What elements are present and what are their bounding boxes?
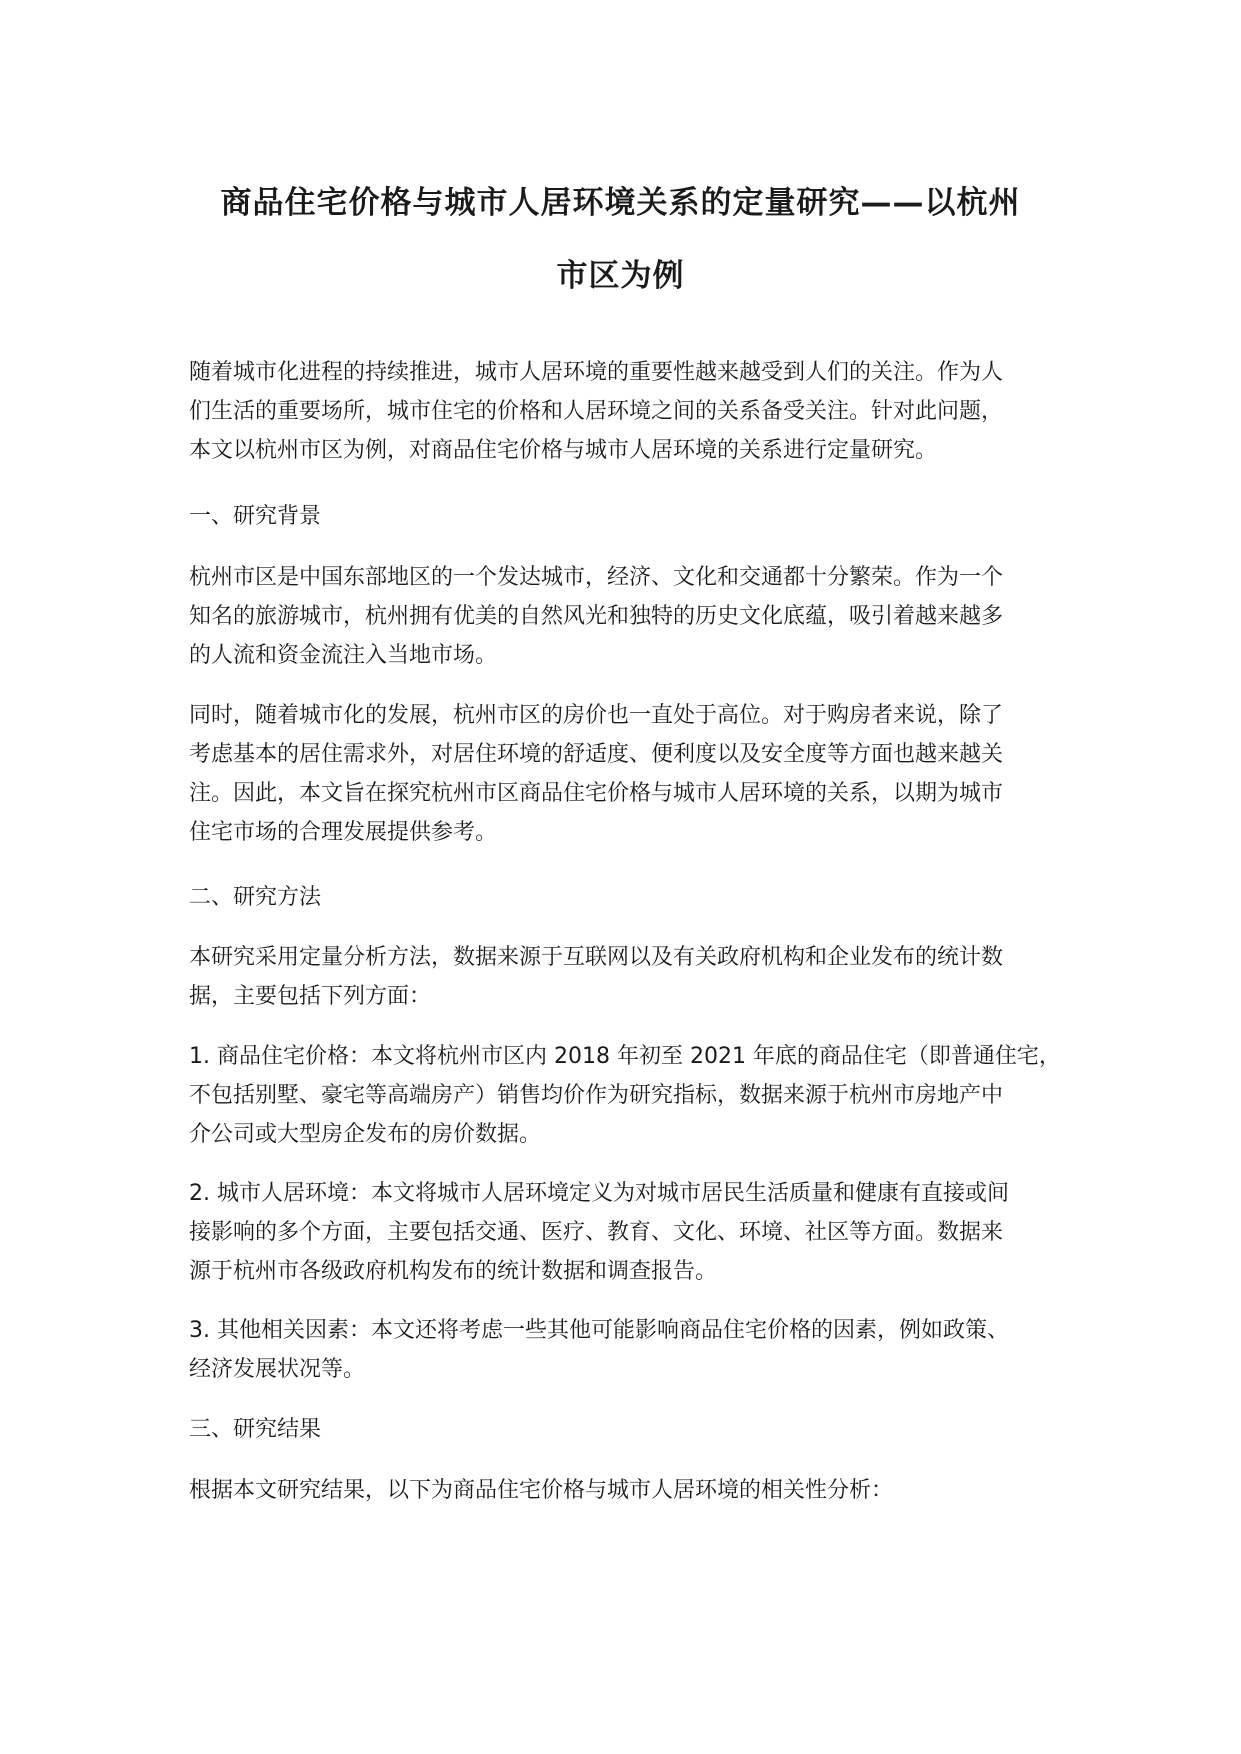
paragraph-line: 住宅市场的合理发展提供参考。 [189,820,498,845]
intro-line: 随着城市化进程的持续推进，城市人居环境的重要性越来越受到人们的关注。作为人 [189,360,1004,385]
method-paragraph [189,938,1069,1016]
section-heading-background: 一、研究背景 [189,504,322,529]
paragraph-line: 源于杭州市各级政府机构发布的统计数据和调查报告。 [189,1259,718,1284]
paragraph-line: 不包括别墅、豪宅等高端房产）销售均价作为研究指标，数据来源于杭州市房地产中 [189,1083,1004,1108]
background-paragraph-2 [189,696,1069,852]
paragraph-line: 同时，随着城市化的发展，杭州市区的房价也一直处于高位。对于购房者来说，除了 [189,703,1004,728]
paragraph-line: 接影响的多个方面，主要包括交通、医疗、教育、文化、环境、社区等方面。数据来 [189,1220,1004,1245]
paragraph-line: 经济发展状况等。 [189,1357,366,1382]
document-title-line-1: 商品住宅价格与城市人居环境关系的定量研究——以杭州 [220,185,1021,221]
paragraph-line: 2. 城市人居环境：本文将城市人居环境定义为对城市居民生活质量和健康有直接或间 [189,1181,1009,1206]
paragraph-line: 介公司或大型房企发布的房价数据。 [189,1122,542,1147]
paragraph-line: 本研究采用定量分析方法，数据来源于互联网以及有关政府机构和企业发布的统计数 [189,945,1004,970]
background-paragraph-1 [189,558,1069,675]
results-paragraph [189,1471,1069,1510]
method-item-3 [189,1311,1069,1389]
document-title-line-2: 市区为例 [556,258,685,294]
paragraph-line: 的人流和资金流注入当地市场。 [189,643,498,668]
paragraph-line: 注。因此，本文旨在探究杭州市区商品住宅价格与城市人居环境的关系，以期为城市 [189,781,1004,806]
paragraph-line: 根据本文研究结果，以下为商品住宅价格与城市人居环境的相关性分析： [189,1478,894,1503]
paragraph-line: 杭州市区是中国东部地区的一个发达城市，经济、文化和交通都十分繁荣。作为一个 [189,565,1004,590]
intro-line: 本文以杭州市区为例，对商品住宅价格与城市人居环境的关系进行定量研究。 [189,438,938,463]
section-heading-results: 三、研究结果 [189,1417,322,1442]
method-item-1 [189,1037,1069,1154]
paragraph-line: 3. 其他相关因素：本文还将考虑一些其他可能影响商品住宅价格的因素，例如政策、 [189,1318,1009,1343]
intro-paragraph [189,353,1069,470]
paragraph-line: 1. 商品住宅价格：本文将杭州市区内 2018 年初至 2021 年底的商品住宅（即普通住宅， [189,1044,1061,1069]
paragraph-line: 据，主要包括下列方面： [189,984,432,1009]
paragraph-line: 知名的旅游城市，杭州拥有优美的自然风光和独特的历史文化底蕴，吸引着越来越多 [189,604,1004,629]
paragraph-line: 考虑基本的居住需求外，对居住环境的舒适度、便利度以及安全度等方面也越来越关 [189,742,1004,767]
intro-line: 们生活的重要场所，城市住宅的价格和人居环境之间的关系备受关注。针对此问题， [189,399,1004,424]
method-item-2 [189,1174,1069,1291]
section-heading-method: 二、研究方法 [189,885,322,910]
